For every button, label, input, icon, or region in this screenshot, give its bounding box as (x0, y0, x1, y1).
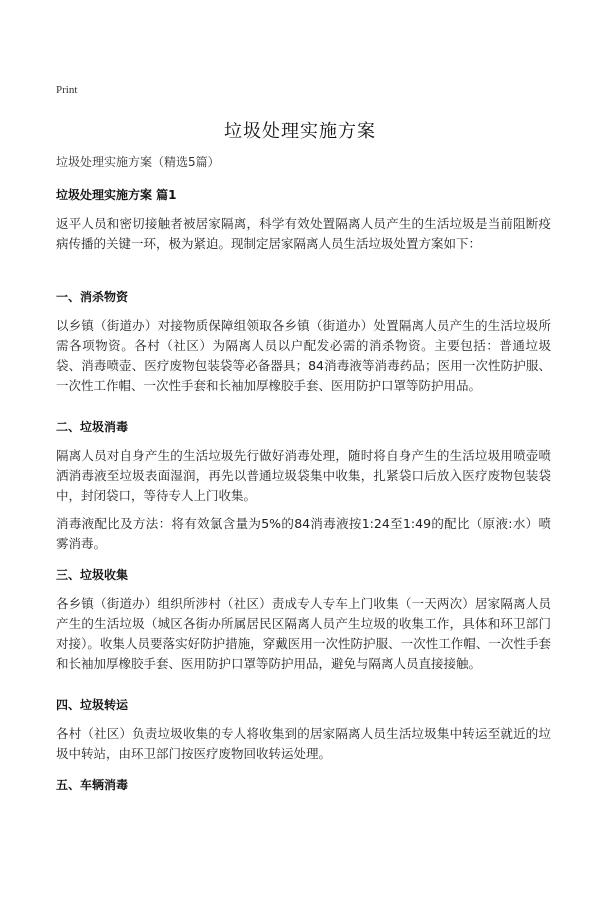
section-heading-disinfection: 二、垃圾消毒 (56, 420, 129, 434)
section-paragraph-disinfection: 隔离人员对自身产生的生活垃圾先行做好消毒处理，随时将自身产生的生活垃圾用喷壶喷洒消毒液至垃圾表面湿润，再先以普通垃圾袋集中收集，扎紧袋口后放入医疗废物包装袋中，封闭袋口，等待专人上门收集。 (56, 448, 551, 503)
intro-paragraph: 返平人员和密切接触者被居家隔离，科学有效处置隔离人员产生的生活垃圾是当前阻断疫病传播的关键一环，极为紧迫。现制定居家隔离人员生活垃圾处置方案如下： (56, 216, 551, 251)
section-paragraph-supplies: 以乡镇（街道办）对接物质保障组领取各乡镇（街道办）处置隔离人员产生的生活垃圾所需各项物资。各村（社区）为隔离人员以户配发必需的消杀物资。主要包括：普通垃圾袋、消毒喷壶、医疗废物包装袋等必备器具；84消毒液等消毒药品；医用一次性防护服、一次性工作帽、一次性手套和长袖加厚橡胶手套、医用防护口罩等防护用品。 (56, 318, 551, 393)
section-heading-collection: 三、垃圾收集 (56, 568, 129, 582)
section-heading-transfer: 四、垃圾转运 (56, 698, 129, 712)
section-heading-supplies: 一、消杀物资 (56, 290, 129, 304)
section-paragraph-transfer: 各村（社区）负责垃圾收集的专人将收集到的居家隔离人员生活垃圾集中转运至就近的垃圾中转站，由环卫部门按医疗废物回收转运处理。 (56, 726, 551, 761)
article-heading: 垃圾处理实施方案 篇1 (56, 188, 177, 202)
print-label: Print (56, 84, 78, 96)
page-title: 垃圾处理实施方案 (224, 121, 376, 142)
section-heading-vehicle-disinfection: 五、车辆消毒 (56, 778, 129, 792)
section-paragraph-disinfectant-ratio: 消毒液配比及方法：将有效氯含量为5%的84消毒液按1:24至1:49的配比（原液:水）喷雾消毒。 (56, 516, 551, 551)
section-paragraph-collection: 各乡镇（街道办）组织所涉村（社区）责成专人专车上门收集（一天两次）居家隔离人员产生的生活垃圾（城区各街办所属居民区隔离人员产生垃圾的收集工作，具体和环卫部门对接）。收集人员要落实好防护措施，穿戴医用一次性防护服、一次性工作帽、一次性手套和长袖加厚橡胶手套、医用防护口罩等防护用品，避免与隔离人员直接接触。 (56, 596, 551, 671)
document-subtitle: 垃圾处理实施方案（精选5篇） (56, 155, 220, 169)
